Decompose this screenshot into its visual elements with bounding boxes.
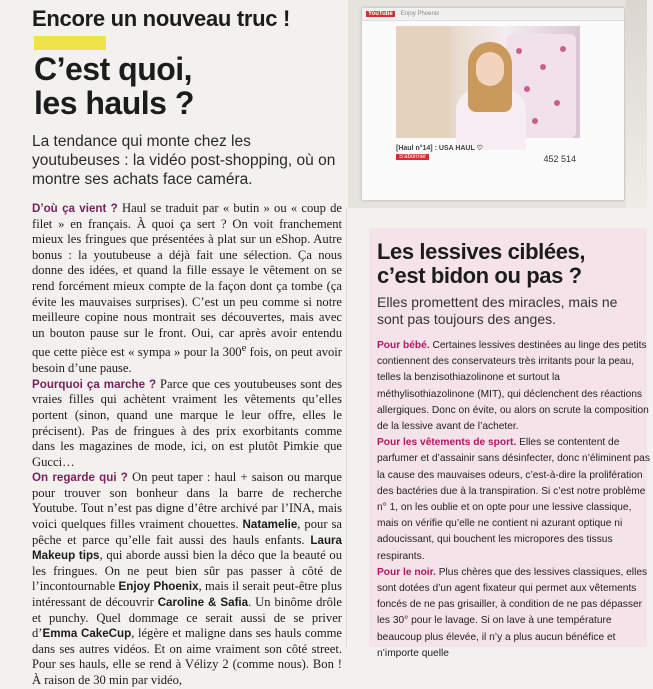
right-article (369, 228, 650, 659)
paragraph-lead: Pour bébé. (377, 340, 430, 351)
video-frame (396, 26, 580, 138)
paragraph-why (32, 377, 342, 471)
headline-line-2: les hauls ? (34, 85, 194, 121)
paragraph-text: , pour sa pêche et parce qu’elle fait aussi des hauls enfants. (32, 517, 342, 547)
flower-dot (532, 118, 538, 124)
video-meta (396, 144, 580, 164)
background-shelf (396, 26, 450, 138)
person-face (476, 52, 504, 86)
youtube-header (362, 8, 624, 21)
paragraph-text: Plus chères que des lessives classiques, elles sont dotées d’un agent fixateur qui permet aux vêtements foncés de ne pas grisailler, à condition de ne pas dépasser les 30° pour le lavage. Si on lave à une température beaucoup plus élevée, il n’y a plus aucun bénéfice et n’importe quelle (377, 566, 648, 659)
article-body (377, 338, 653, 662)
youtuber-name: Emma CakeCup (42, 627, 132, 641)
paragraph-baby (377, 338, 653, 435)
paragraph-text: On peut taper : haul + saison ou marque pour trouver son bonheur dans la barre de recherche Youtube. Tout n’est pas digne d’être archivé par l’INA, mais voici quelques filles vraiment chouettes. (32, 470, 342, 532)
highlight-marker (34, 36, 106, 50)
headline-line-2: c’est bidon ou pas ? (377, 263, 582, 288)
article-headline (377, 240, 647, 288)
paragraph-sport (377, 435, 653, 565)
superscript: e (241, 343, 247, 355)
paragraph-text: , mais il serait peut-être plus intéressant de découvrir (32, 579, 342, 610)
paragraph-text-end: fois, on peut avoir besoin d’une pause. (32, 345, 342, 376)
flower-dot (516, 48, 522, 54)
headline-line-1: Les lessives ciblées, (377, 239, 586, 264)
paragraph-text: , légère et maligne dans ses hauls comme dans ses autres vidéos. Et on aime vraiment son côté street. Pour ses hauls, elle se rend à Vélizy 2 (comme nous). Bon ! À raison de 30 min par vidéo, (32, 626, 342, 687)
youtube-logo: YouTube (368, 11, 393, 17)
article-headline (34, 52, 342, 120)
headline-line-1: C’est quoi, (34, 51, 193, 87)
flower-dot (524, 86, 530, 92)
paragraph-origin (32, 201, 342, 377)
view-count: 452 514 (543, 154, 576, 164)
article-standfirst: La tendance qui monte chez les youtubeuses : la vidéo post-shopping, où on montre ses achats face caméra. (32, 133, 336, 188)
article-standfirst: Elles promettent des miracles, mais ne sont pas toujours des anges. (377, 294, 618, 327)
monitor-screen (362, 8, 624, 200)
video-title: [Haul n°14] : USA HAUL ♡ (396, 145, 483, 152)
subscribe-button: S'abonner (396, 154, 429, 160)
column-divider (346, 208, 347, 647)
left-article (10, 0, 343, 687)
channel-title: Enjoy Phoenix (400, 11, 440, 17)
flower-dot (540, 64, 546, 70)
adjacent-page-strip (626, 0, 647, 208)
paragraph-lead: Pour les vêtements de sport. (377, 437, 517, 449)
youtube-screenshot-photo (348, 0, 647, 208)
youtuber-name: Caroline & Safia (157, 596, 249, 610)
flower-dot (560, 46, 566, 52)
article-body (32, 201, 342, 689)
paragraph-text: Haul se traduit par « butin » ou « coup de filet » en français. À quoi ça sert ? On voit franchement mieux les fringues que présentées à plat sur un eShop. Autre bonus : la youtubeuse a déjà fait une sélection. Ça nous donne des idées, et quand la fille essaye le vêtement on se rend forcément mieux compte de la façon dont ça tombe (ça évite les mauvaises surprises). C’est un peu comme si notre meilleure copine nous montrait ses découvertes, mais avec un bouton pause sur le front. Oui, car après avoir entendu que cette pièce est « sympa » pour la 300 (32, 201, 342, 360)
paragraph-who (32, 470, 342, 688)
youtuber-name: Natamelie (242, 518, 298, 532)
flower-dot (554, 100, 560, 106)
paragraph-black (377, 565, 653, 662)
youtuber-name: Enjoy Phoenix (118, 580, 199, 594)
youtuber-name: Laura Makeup tips (32, 533, 342, 563)
paragraph-text: Elles se contentent de parfumer et d’assainir sans désinfecter, donc n’éliminent pas la cause des mauvaises odeurs, c’est-à-dire la prolifération des bactéries due à la transpiration. Si c’est notre problème n° 1, on les oublie et on opte pour une lessive classique, mais on vérifie qu’elle ne contient ni azurant optique ni adoucissant, qui bouchent les micropores des tissus respirants. (377, 437, 650, 562)
paragraph-text: Certaines lessives destinées au linge des petits contiennent des conservateurs très irritants pour la peau, telles la benzisothiazolinone et surtout la méthylisothiazolinone (MIT), qui déclenchent des réactions allergiques. Donc on évite, ou alors on scrute la composition de la lessive avant de l’acheter. (377, 340, 649, 433)
paragraph-lead: Pour le noir. (377, 566, 436, 578)
paragraph-text: Parce que ces youtubeuses sont des vraies filles qui achètent vraiment les vêtements qu’elles portent (sinon, quand une marque le leur offre, elles le précisent). Pas de fringues à des prix exorbitants comme dans les magazines de mode, ici, on est plutôt Pimkie que Gucci… (32, 376, 342, 469)
paragraph-lead: On regarde qui ? (32, 471, 128, 485)
paragraph-text: , qui aborde aussi bien la déco que la beauté ou les fringues. On ne peut bien sûr pas passer à côté de l’incontournable (32, 548, 343, 594)
article-kicker: Encore un nouveau truc ! (32, 6, 291, 31)
paragraph-text: . Un binôme drôle et punchy. Quel dommage ce serait aussi de se priver d’ (32, 595, 342, 641)
paragraph-lead: D’où ça vient ? (32, 202, 118, 215)
paragraph-lead: Pourquoi ça marche ? (32, 377, 157, 391)
